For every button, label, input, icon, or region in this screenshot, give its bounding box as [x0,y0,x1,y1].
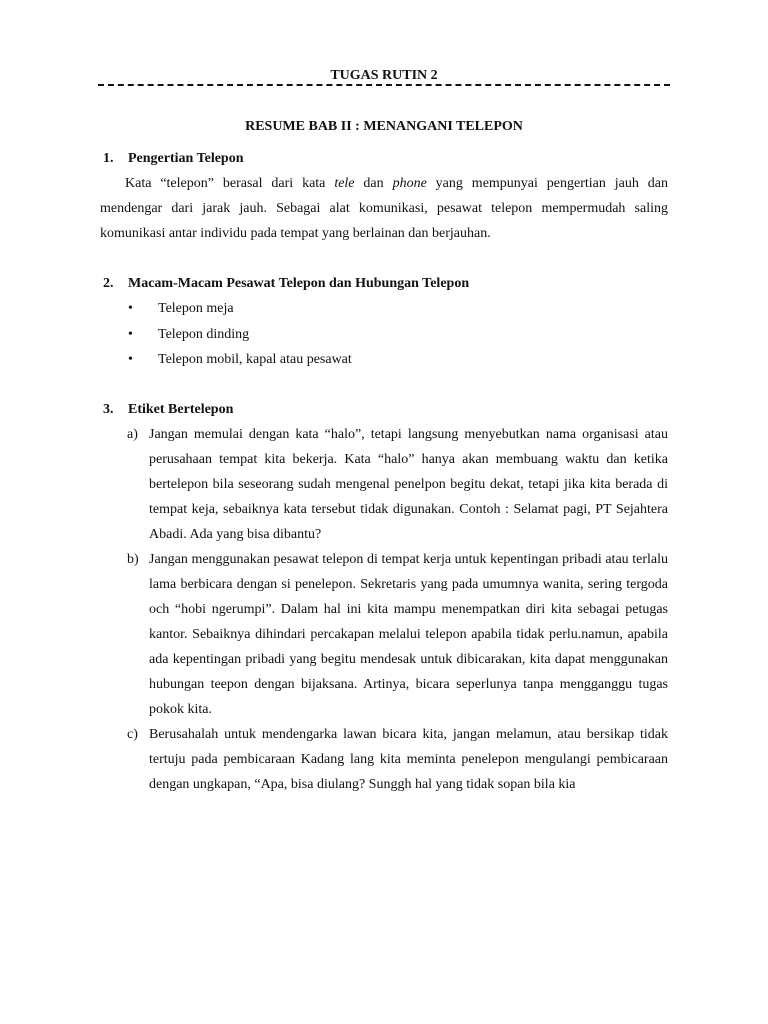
section-paragraph [100,171,668,246]
list-item [100,422,668,547]
bullet-list [100,296,668,373]
bullet-icon: • [128,301,133,316]
term-tele: tele [334,176,355,191]
section-pengertian-telepon [100,146,668,246]
item-marker: c) [127,727,138,742]
section-macam-telepon [100,271,668,373]
document-title: TUGAS RUTIN 2 [330,68,438,83]
section-number: 1. [103,151,114,166]
list-item [100,722,668,797]
section-title: Etiket Bertelepon [128,402,234,417]
paragraph-text: Kata “telepon” berasal dari kata [125,176,335,191]
section-heading [100,397,668,422]
section-etiket-bertelepon [100,397,668,797]
list-item-text: Berusahalah untuk mendengarka lawan bicara kita, jangan melamun, atau bersikap tidak tertuju pada pembicaraan Kadang lang kita meminta penelepon mengulangi pembicaraan dengan ungkapan, “Apa, bisa diulang? Sunggh hal yang tidak sopan bila kia [149,727,668,792]
dashed-divider [98,84,670,86]
document-subtitle: RESUME BAB II : MENANGANI TELEPON [245,119,523,134]
bullet-icon: • [128,352,133,367]
paragraph-text: yang mempunyai pengertian jauh dan mendengar dari jarak jauh. Sebagai alat komunikasi, pesawat telepon mempermudah saling komunikasi antar individu pada tempat yang berlainan dan berjauhan. [100,176,669,241]
section-heading [100,271,668,296]
section-title: Macam-Macam Pesawat Telepon dan Hubungan Telepon [128,276,470,291]
item-marker: a) [127,427,138,442]
list-item-text: Jangan menggunakan pesawat telepon di tempat kerja untuk kepentingan pribadi atau terlalu lama berbicara dengan si penelepon. Sekretaris yang pada umumnya wanita, sering tergoda och “hobi ngerumpi”. Dalam hal ini kita mampu menempatkan diri kita sebagai petugas kantor. Sebaiknya dihindari percakapan melalui telepon apabila tidak perlu.namun, apabila ada kepentingan pribadi yang begitu mendesak untuk dibicarakan, kita dapat menggunakan hubungan teepon dengan bijaksana. Artinya, bicara seperlunya tanpa mengganggu tugas pokok kita. [149,552,668,717]
section-number: 3. [103,402,114,417]
list-item-text: Telepon mobil, kapal atau pesawat [158,352,352,367]
list-item [100,547,668,722]
list-item-text: Jangan memulai dengan kata “halo”, tetapi langsung menyebutkan nama organisasi atau perusahaan tempat kita bekerja. Kata “halo” hanya akan membuang waktu dan ketika bertelepon bila seseorang sudah mengenal penelpon begitu dekat, tetapi jika kita berada di tempat keja, sebaiknya kata tersebut tidak digunakan. Contoh : Selamat pagi, PT Sejahtera Abadi. Ada yang bisa dibantu? [149,427,668,542]
section-heading [100,146,668,171]
section-title: Pengertian Telepon [128,151,244,166]
item-marker: b) [127,552,139,567]
term-phone: phone [392,176,427,191]
section-number: 2. [103,276,114,291]
list-item [100,322,668,348]
paragraph-text: dan [354,176,393,191]
bullet-icon: • [128,326,133,342]
list-item [100,347,668,373]
list-item-text: Telepon dinding [158,326,250,342]
list-item [100,296,668,322]
list-item-text: Telepon meja [158,301,234,316]
